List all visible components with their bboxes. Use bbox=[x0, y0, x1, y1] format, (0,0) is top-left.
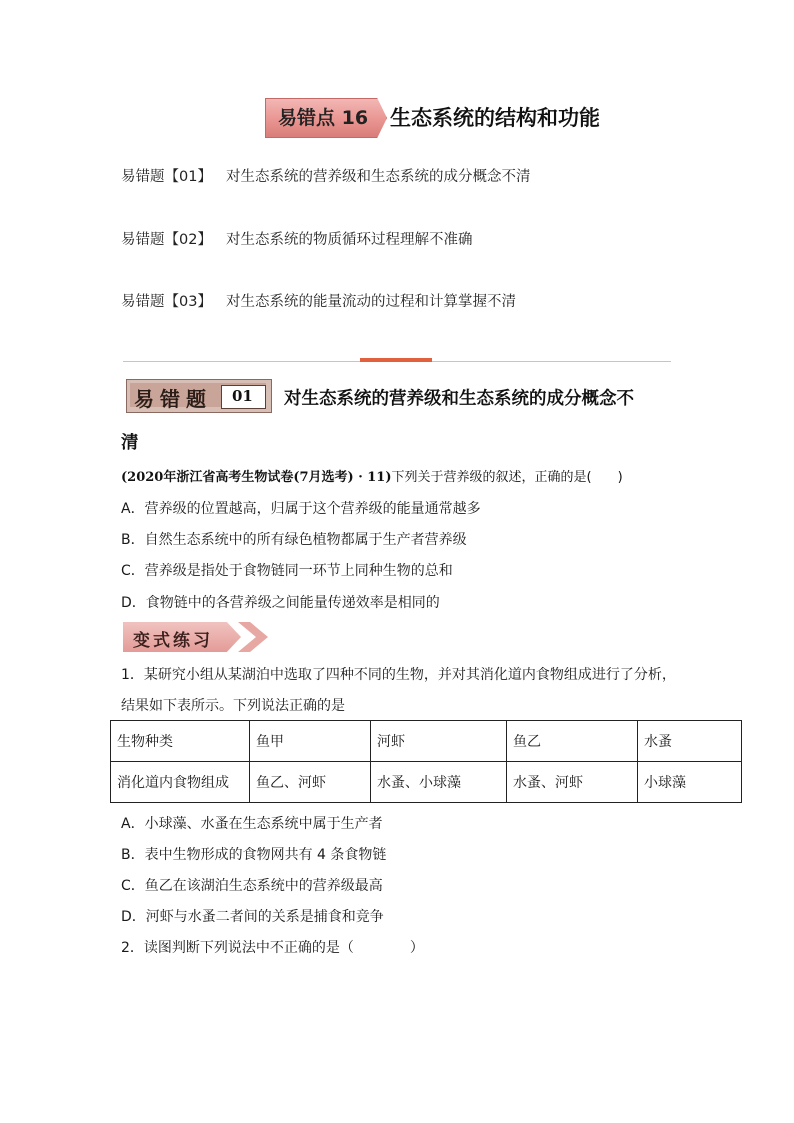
q1-option-c: C．鱼乙在该湖泊生态系统中的营养级最高 bbox=[121, 878, 383, 894]
table-cell: 水蚤、河虾 bbox=[507, 762, 638, 803]
divider-accent bbox=[360, 358, 432, 362]
question-stem bbox=[121, 466, 623, 485]
practice-q1-line2: 结果如下表所示。下列说法正确的是 bbox=[121, 698, 345, 714]
page-title: 生态系统的结构和功能 bbox=[390, 106, 600, 130]
q1-option-b: B．表中生物形成的食物网共有 4 条食物链 bbox=[121, 847, 387, 863]
section-label: 易错题 bbox=[134, 387, 212, 411]
q1-option-d: D．河虾与水蚤二者间的关系是捕食和竞争 bbox=[121, 909, 384, 925]
option-c: C．营养级是指处于食物链同一环节上同种生物的总和 bbox=[121, 563, 453, 579]
toc-tag: 易错题【03】 bbox=[121, 294, 212, 310]
toc-text: 对生态系统的能量流动的过程和计算掌握不清 bbox=[225, 294, 516, 310]
toc-tag: 易错题【02】 bbox=[121, 232, 212, 248]
table-cell: 生物种类 bbox=[111, 721, 250, 762]
section-title: 对生态系统的营养级和生态系统的成分概念不 bbox=[284, 389, 634, 409]
banner-label: 易错点 16 bbox=[278, 107, 369, 129]
toc-item-02[interactable] bbox=[121, 228, 472, 249]
table-cell: 鱼乙、河虾 bbox=[250, 762, 371, 803]
section-title-cont: 清 bbox=[121, 433, 139, 453]
question-source: (2020年浙江省高考生物试卷(7月选考) · 11) bbox=[121, 470, 392, 485]
practice-label: 变式练习 bbox=[133, 631, 213, 651]
toc-item-03[interactable] bbox=[121, 290, 516, 311]
table-row bbox=[111, 721, 742, 762]
table-cell: 消化道内食物组成 bbox=[111, 762, 250, 803]
table-cell: 小球藻 bbox=[638, 762, 742, 803]
table-cell: 河虾 bbox=[371, 721, 507, 762]
table-cell: 鱼甲 bbox=[250, 721, 371, 762]
table-cell: 水蚤、小球藻 bbox=[371, 762, 507, 803]
toc-item-01[interactable] bbox=[121, 165, 530, 186]
toc-text: 对生态系统的营养级和生态系统的成分概念不清 bbox=[225, 169, 531, 185]
q1-option-a: A．小球藻、水蚤在生态系统中属于生产者 bbox=[121, 816, 383, 832]
option-d: D．食物链中的各营养级之间能量传递效率是相同的 bbox=[121, 595, 440, 611]
practice-q2: 2．读图判断下列说法中不正确的是（ ） bbox=[121, 940, 424, 956]
table-row bbox=[111, 762, 742, 803]
option-b: B．自然生态系统中的所有绿色植物都属于生产者营养级 bbox=[121, 532, 467, 548]
table-cell: 鱼乙 bbox=[507, 721, 638, 762]
chevron-right-icon bbox=[238, 622, 268, 652]
table-cell: 水蚤 bbox=[638, 721, 742, 762]
section-number: 01 bbox=[232, 387, 253, 405]
toc-tag: 易错题【01】 bbox=[121, 169, 212, 185]
toc-text: 对生态系统的物质循环过程理解不准确 bbox=[225, 232, 473, 248]
option-a: A．营养级的位置越高，归属于这个营养级的能量通常越多 bbox=[121, 501, 481, 517]
practice-q1-line1: 1．某研究小组从某湖泊中选取了四种不同的生物，并对其消化道内食物组成进行了分析， bbox=[121, 667, 676, 683]
question-text: 下列关于营养级的叙述，正确的是( ) bbox=[391, 470, 623, 485]
food-composition-table bbox=[110, 720, 742, 803]
